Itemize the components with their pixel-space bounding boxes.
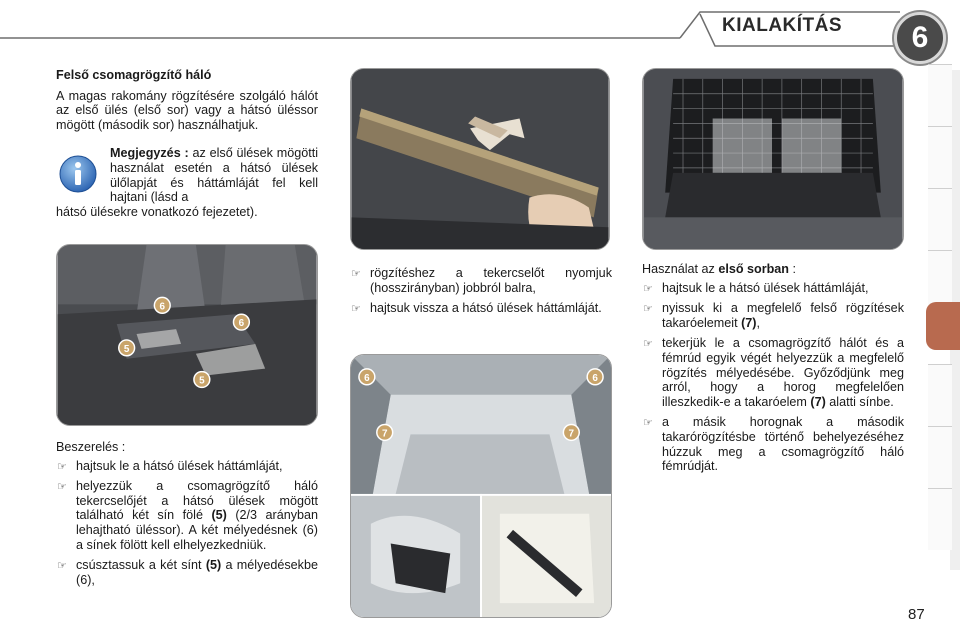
- section-title: Felső csomagrögzítő háló: [56, 68, 212, 82]
- list-item: [56, 459, 318, 474]
- pointing-hand-icon: ☞: [57, 460, 67, 473]
- step-text: a mélyedésekbe (6),: [76, 558, 318, 587]
- photo-label-6: 6: [592, 372, 598, 384]
- list-item: [642, 336, 904, 409]
- photo-label-6: 6: [364, 372, 370, 384]
- photo-label-7: 7: [381, 428, 388, 440]
- list-item: [350, 301, 612, 316]
- chapter-title: KIALAKÍTÁS: [722, 15, 843, 36]
- usage-heading-text: Használat az: [642, 262, 715, 276]
- chapter-tab[interactable]: [928, 488, 952, 550]
- chapter-tab[interactable]: [928, 126, 952, 188]
- list-item: [642, 301, 904, 330]
- note-tail-text: hátsó ülésekre vonatkozó fejezetet).: [56, 204, 258, 219]
- photo-label-5: 5: [199, 375, 205, 387]
- photo-net-installed: [642, 68, 904, 250]
- info-icon: [58, 154, 98, 194]
- list-item: [56, 558, 318, 587]
- list-item: [642, 415, 904, 473]
- step-text: alatti sínbe.: [829, 394, 894, 409]
- usage-heading-colon: :: [792, 262, 796, 276]
- step-text: (2/3 arányban lehajtható üléssor). A két mélyedésnek (6) a sínek fölött kell elhelyezkedniük.: [76, 508, 319, 552]
- step-text: hajtsuk vissza a hátsó ülések háttámláját.: [370, 301, 602, 316]
- chapter-tab-active[interactable]: [926, 302, 960, 350]
- note-block: [56, 146, 318, 219]
- pointing-hand-icon: ☞: [351, 303, 361, 316]
- chapter-tab[interactable]: [928, 364, 952, 426]
- photo-roller-rails: [56, 244, 318, 426]
- column-1-top: [56, 68, 318, 219]
- pointing-hand-icon: ☞: [643, 282, 653, 295]
- pointing-hand-icon: ☞: [57, 560, 67, 573]
- column-2-text: [350, 262, 612, 322]
- pointing-hand-icon: ☞: [57, 481, 67, 494]
- photo-roller-push: [350, 68, 610, 250]
- usage-steps: [642, 281, 904, 474]
- chapter-number-badge: 6: [894, 12, 946, 64]
- pointing-hand-icon: ☞: [351, 268, 361, 280]
- step-text: ,: [756, 315, 761, 330]
- step-text: csúsztassuk a két sínt: [76, 558, 202, 573]
- step-text: nyissuk ki a megfelelő felső rögzítések takaróelemeit: [662, 301, 904, 330]
- install-heading: Beszerelés :: [56, 440, 126, 454]
- photo-label-7: 7: [568, 428, 575, 440]
- reference-number: (5): [205, 558, 222, 573]
- step-text: rögzítéshez a tekercselőt nyomjuk (hosszirányban) jobbról balra,: [370, 266, 612, 295]
- step-text: hajtsuk le a hátsó ülések háttámláját,: [662, 280, 869, 295]
- usage-heading: [642, 262, 904, 277]
- fix-steps: [350, 266, 612, 316]
- step-text: tekerjük le a csomagrögzítő hálót és a fémrúd egyik végét helyezzük a megfelelő rögzítés mélyedésébe. Győződjünk meg arról, hogy a horog megfelelően illeszkedik-e a takaróelem: [662, 336, 904, 409]
- reference-number: (5): [211, 508, 227, 523]
- reference-number: (7): [741, 315, 757, 330]
- note-lead-text: az első ülések mögötti használat esetén a hátsó ülések ülőlapját és háttámláját fel kell hajtani (lásd a: [110, 146, 319, 205]
- list-item: [56, 479, 318, 552]
- chapter-tab[interactable]: [928, 188, 952, 250]
- chapter-tabs: [928, 64, 960, 576]
- pointing-hand-icon: ☞: [643, 303, 653, 316]
- chapter-tab[interactable]: [928, 64, 952, 126]
- list-item: [350, 266, 612, 295]
- column-1-bottom: [56, 440, 318, 593]
- note-label: Megjegyzés :: [110, 146, 189, 161]
- page-number: 87: [908, 606, 925, 623]
- photo-label-6: 6: [159, 301, 166, 313]
- intro-paragraph: A magas rakomány rögzítésére szolgáló hálót az első ülés (első sor) vagy a hátsó üléssor mögött (második sor) használhatjuk.: [56, 88, 318, 132]
- step-text: helyezzük a csomagrögzítő háló tekercselőjét a hátsó ülések mögött található két sín fölé: [76, 479, 318, 523]
- pointing-hand-icon: ☞: [643, 417, 653, 430]
- install-steps: [56, 459, 318, 588]
- pointing-hand-icon: ☞: [643, 338, 653, 351]
- list-item: [642, 281, 904, 296]
- photo-net-anchors: [350, 354, 612, 618]
- reference-number: (7): [810, 394, 826, 409]
- step-text: a másik horognak a második takarórögzítésbe történő behelyezéséhez húzzuk meg a csomagrögzítő háló fémrúdját.: [662, 415, 904, 474]
- column-3-text: [642, 262, 904, 480]
- chapter-tab[interactable]: [928, 426, 952, 488]
- step-text: hajtsuk le a hátsó ülések háttámláját,: [76, 458, 283, 473]
- usage-row: első sorban: [718, 262, 789, 276]
- photo-label-6: 6: [238, 318, 245, 330]
- photo-label-5: 5: [123, 343, 130, 355]
